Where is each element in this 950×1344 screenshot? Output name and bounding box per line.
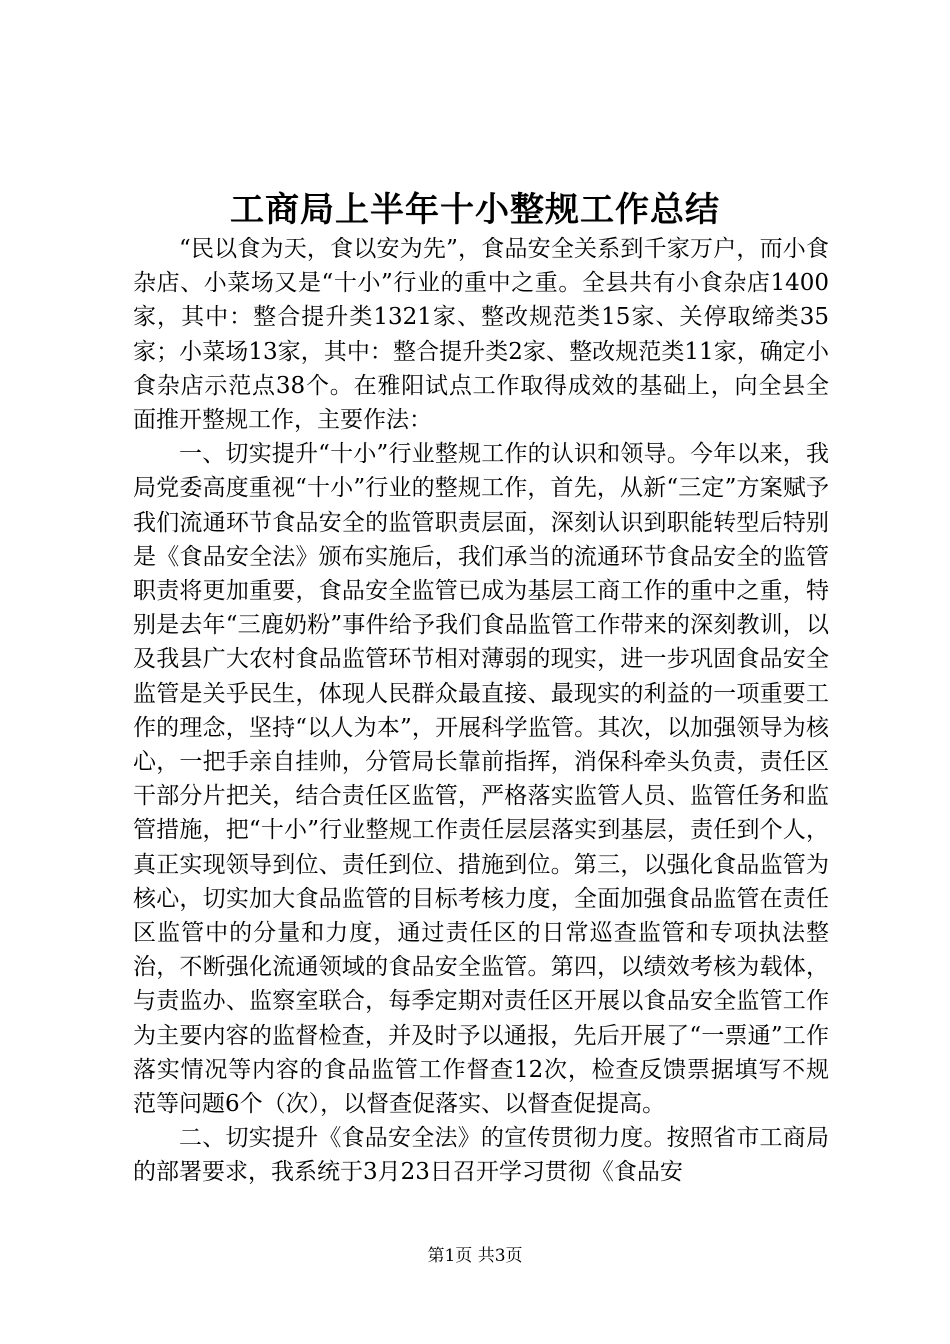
document-title: 工商局上半年十小整规工作总结 — [230, 190, 720, 230]
paragraph-section-2: 二、切实提升《食品安全法》的宣传贯彻力度。按照省市工商局的部署要求，我系统于3月23日召开学习贯彻《食品安 — [133, 1125, 829, 1186]
page-number-footer: 第1页 共3页 — [427, 1246, 523, 1266]
document-body — [133, 232, 829, 1190]
paragraph-intro: “民以食为天，食以安为先”，食品安全关系到千家万户，而小食杂店、小菜场又是“十小”行业的重中之重。全县共有小食杂店1400家，其中：整合提升类1321家、整改规范类15家、关停取缔类35家；小菜场13家，其中：整合提升类2家、整改规范类11家，确定小食杂店示范点38个。在雅阳试点工作取得成效的基础上，向全县全面推开整规工作，主要作法： — [133, 236, 829, 434]
paragraph-section-1: 一、切实提升“十小”行业整规工作的认识和领导。今年以来，我局党委高度重视“十小”行业的整规工作，首先，从新“三定”方案赋予我们流通环节食品安全的监管职责层面，深刻认识到职能转型后特别是《食品安全法》颁布实施后，我们承当的流通环节食品安全的监管职责将更加重要，食品安全监管已成为基层工商工作的重中之重，特别是去年“三鹿奶粉”事件给予我们食品监管工作带来的深刻教训，以及我县广大农村食品监管环节相对薄弱的现实，进一步巩固食品安全监管是关乎民生，体现人民群众最直接、最现实的利益的一项重要工作的理念，坚持“以人为本”，开展科学监管。其次，以加强领导为核心，一把手亲自挂帅，分管局长靠前指挥，消保科牵头负责，责任区干部分片把关，结合责任区监管，严格落实监管人员、监管任务和监管措施，把“十小”行业整规工作责任层层落实到基层，责任到个人，真正实现领导到位、责任到位、措施到位。第三，以强化食品监管为核心，切实加大食品监管的目标考核力度，全面加强食品监管在责任区监管中的分量和力度，通过责任区的日常巡查监管和专项执法整治，不断强化流通领域的食品安全监管。第四，以绩效考核为载体，与责监办、监察室联合，每季定期对责任区开展以食品安全监管工作为主要内容的监督检查，并及时予以通报，先后开展了“一票通”工作落实情况等内容的食品监管工作督查12次，检查反馈票据填写不规范等问题6个（次），以督查促落实、以督查促提高。 — [133, 441, 829, 1118]
